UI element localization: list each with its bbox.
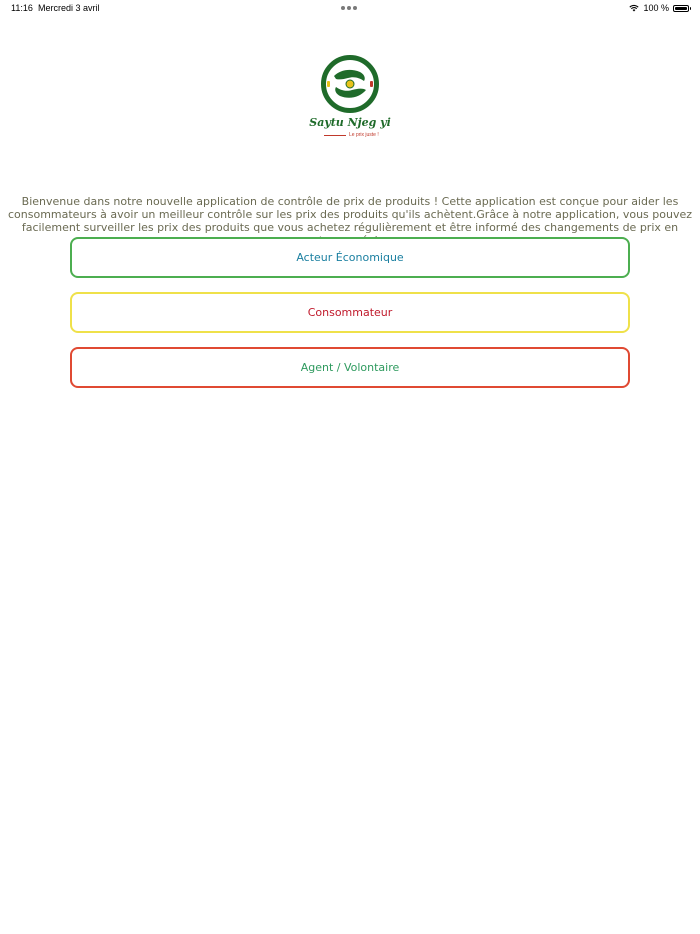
consommateur-button[interactable]: Consommateur [70, 292, 630, 333]
wifi-icon [629, 4, 639, 12]
agent-volontaire-button[interactable]: Agent / Volontaire [70, 347, 630, 388]
status-bar [0, 0, 700, 18]
battery-percentage: 100 % [643, 3, 669, 13]
logo-tagline: Le prix juste ! [349, 132, 379, 138]
acteur-economique-button[interactable]: Acteur Économique [70, 237, 630, 278]
battery-icon [673, 5, 689, 12]
status-time: 11:16 [11, 3, 33, 13]
welcome-text: Bienvenue dans notre nouvelle application de contrôle de prix de produits ! Cette application est conçue pour aider les consommateurs à avoir un meilleur contrôle sur les prix des produits qu'ils achètent.Grâce à notre application, vous pouvez facilement surveiller les prix des produits que vous achetez régulièrement et être informé des changements de prix en [7, 195, 693, 234]
logo-tagline-row [324, 132, 379, 138]
tagline-divider [324, 135, 346, 136]
status-indicators [629, 3, 689, 13]
status-date: Mercredi 3 avril [38, 3, 100, 13]
hands-price-logo-icon [320, 54, 380, 114]
multitasking-dots-icon[interactable] [341, 6, 357, 10]
app-logo [308, 54, 392, 142]
logo-name: Saytu Njeg yi [309, 116, 391, 129]
